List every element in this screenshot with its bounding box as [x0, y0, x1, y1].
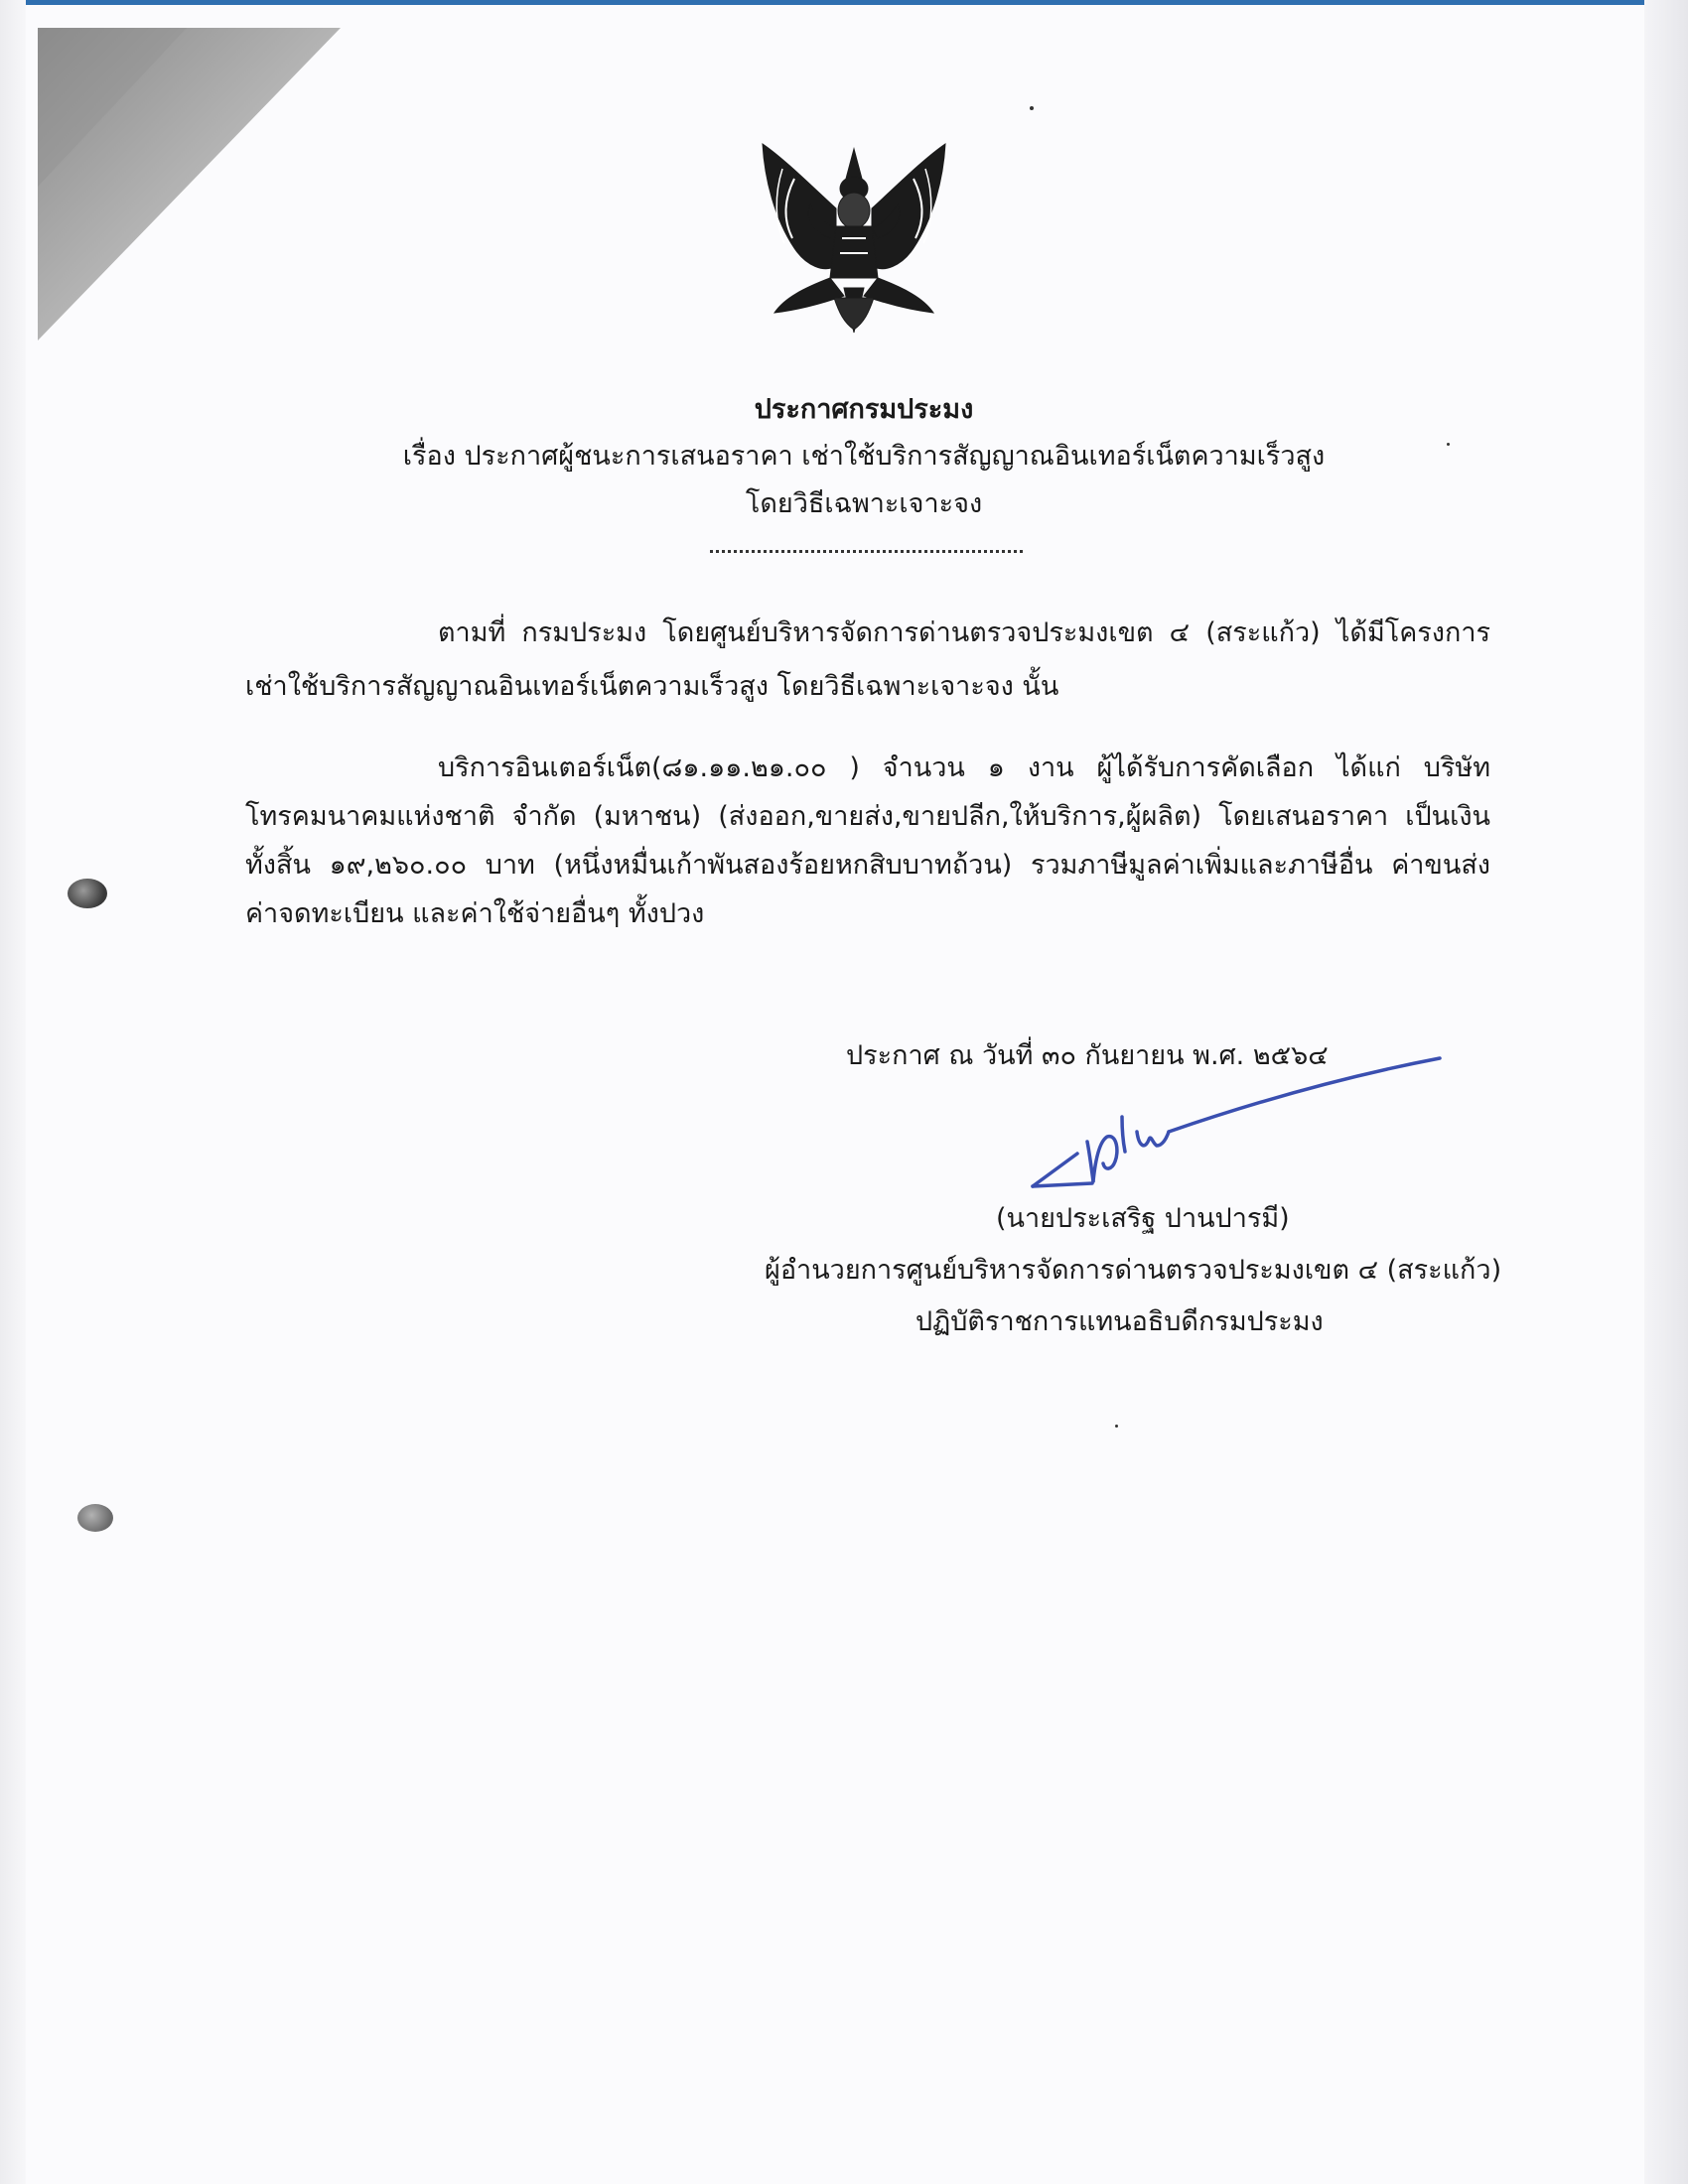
punch-hole-top [68, 879, 107, 908]
scan-speck [1115, 1425, 1118, 1428]
document-subject-method: โดยวิธีเฉพาะเจาะจง [745, 488, 983, 519]
punch-hole-bottom [77, 1504, 113, 1532]
paragraph-1-line-2: เช่าใช้บริการสัญญาณอินเทอร์เน็ตความเร็วสูง โดยวิธีเฉพาะเจาะจง นั้น [245, 671, 1059, 702]
document-title: ประกาศกรมประมง [754, 394, 974, 425]
scan-right-edge [1644, 0, 1688, 2184]
signatory-acting: ปฏิบัติราชการแทนอธิบดีกรมประมง [915, 1306, 1324, 1337]
paragraph-1-line-1: ตามที่ กรมประมง โดยศูนย์บริหารจัดการด่านตรวจประมงเขต ๔ (สระแก้ว) ได้มีโครงการ [438, 617, 1490, 648]
garuda-emblem-icon [745, 139, 963, 338]
scan-speck [1030, 106, 1034, 110]
dotted-separator [710, 544, 1023, 553]
paragraph-2-line-1: บริการอินเตอร์เน็ต(๘๑.๑๑.๒๑.๐๐ ) จำนวน ๑ งาน ผู้ได้รับการคัดเลือก ได้แก่ บริษัท [438, 752, 1490, 783]
announcement-date: ประกาศ ณ วันที่ ๓๐ กันยายน พ.ศ. ๒๕๖๔ [846, 1040, 1329, 1071]
scan-top-edge [0, 0, 1688, 5]
paragraph-2-line-4: ค่าจดทะเบียน และค่าใช้จ่ายอื่นๆ ทั้งปวง [245, 898, 705, 929]
paragraph-2-line-3: ทั้งสิ้น ๑๙,๒๖๐.๐๐ บาท (หนึ่งหมื่นเก้าพันสองร้อยหกสิบบาทถ้วน) รวมภาษีมูลค่าเพิ่มและภาษีอื่น ค่าขนส่ง [245, 850, 1490, 881]
document-subject: เรื่อง ประกาศผู้ชนะการเสนอราคา เช่าใช้บริการสัญญาณอินเทอร์เน็ตความเร็วสูง [402, 441, 1326, 472]
scan-left-edge [0, 0, 26, 2184]
paragraph-2-line-2: โทรคมนาคมแห่งชาติ จำกัด (มหาชน) (ส่งออก,ขายส่ง,ขายปลีก,ให้บริการ,ผู้ผลิต) โดยเสนอราคา เป็นเงิน [245, 801, 1490, 832]
signatory-position: ผู้อำนวยการศูนย์บริหารจัดการด่านตรวจประมงเขต ๔ (สระแก้ว) [765, 1255, 1502, 1286]
handwritten-signature [1028, 1042, 1450, 1191]
signatory-name: (นายประเสริฐ ปานปารมี) [996, 1203, 1290, 1234]
folded-corner [38, 28, 341, 341]
